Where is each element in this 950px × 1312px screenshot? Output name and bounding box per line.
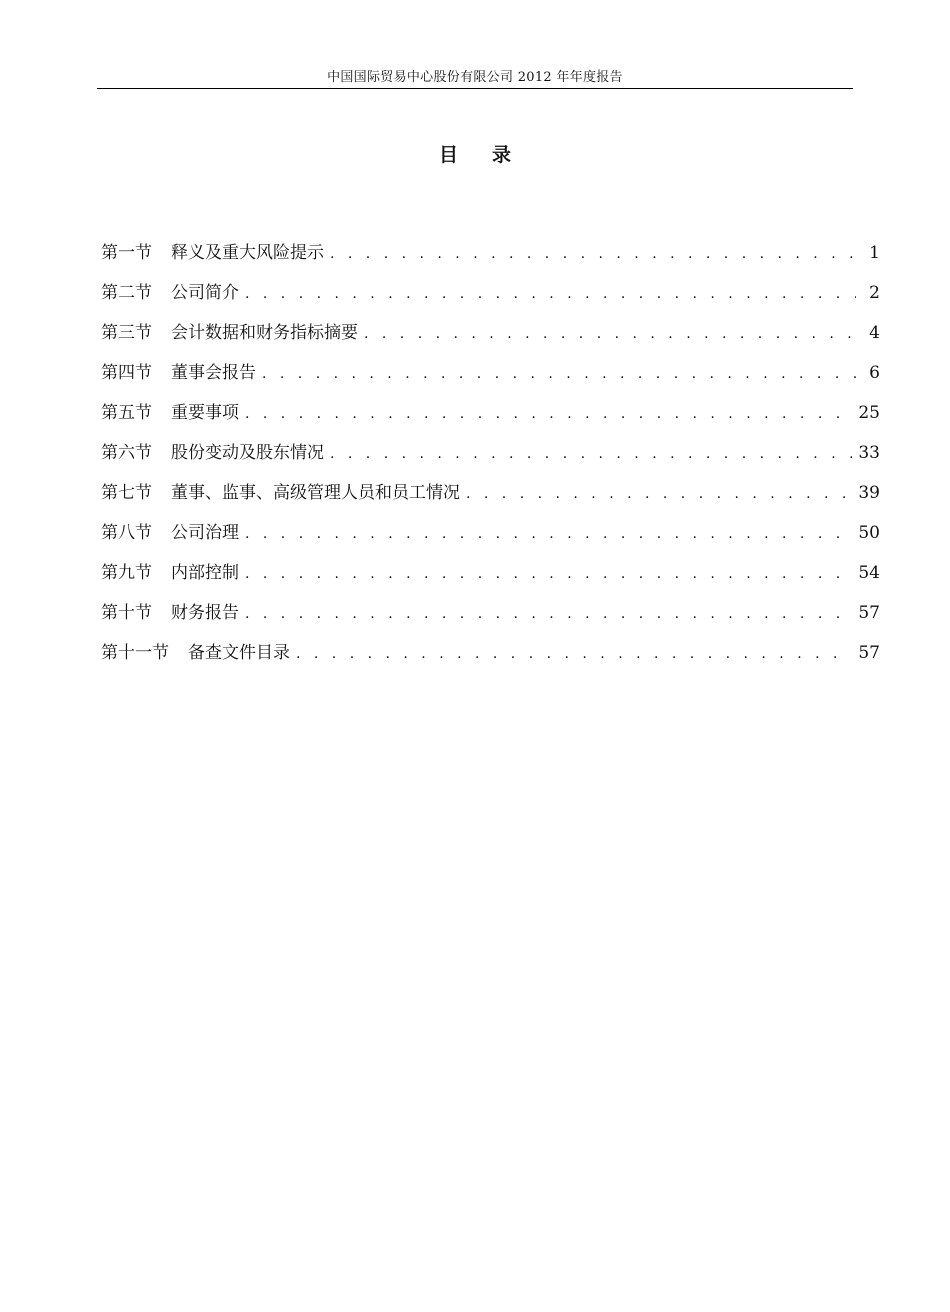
toc-dot-leader [330, 246, 856, 262]
toc-entry[interactable] [101, 398, 880, 438]
toc-entry[interactable] [101, 558, 880, 598]
toc-section-title: 释义及重大风险提示 [171, 243, 324, 263]
toc-section-number: 第七节 [101, 483, 152, 503]
toc-section-number: 第八节 [101, 523, 152, 543]
toc-page-number: 6 [869, 363, 880, 383]
toc-page-number: 25 [858, 403, 880, 423]
toc-page-number: 50 [858, 523, 880, 543]
toc-dot-leader [296, 646, 852, 662]
page-title: 目录 [438, 144, 545, 166]
toc-section-number: 第十节 [101, 603, 152, 623]
toc-section-title: 备查文件目录 [188, 643, 290, 663]
toc-entry[interactable] [101, 438, 880, 478]
toc-section-title: 重要事项 [171, 403, 239, 423]
toc-section-title: 内部控制 [171, 563, 239, 583]
toc-dot-leader [330, 446, 852, 462]
toc-entry[interactable] [101, 278, 880, 318]
toc-entry[interactable] [101, 238, 880, 278]
toc-page-number: 57 [858, 643, 880, 663]
toc-section-number: 第十一节 [101, 643, 169, 663]
toc-section-title: 公司简介 [171, 283, 239, 303]
toc-section-number: 第二节 [101, 283, 152, 303]
toc-entry[interactable] [101, 518, 880, 558]
toc-section-number: 第三节 [101, 323, 152, 343]
toc-dot-leader [364, 326, 856, 342]
toc-page-number: 39 [858, 483, 880, 503]
toc-section-title: 股份变动及股东情况 [171, 443, 324, 463]
toc-dot-leader [262, 366, 856, 382]
toc-section-title: 财务报告 [171, 603, 239, 623]
toc-section-number: 第六节 [101, 443, 152, 463]
header-rule [97, 88, 853, 89]
toc-entry[interactable] [101, 358, 880, 398]
toc-dot-leader [466, 486, 852, 502]
toc-page-number: 33 [858, 443, 880, 463]
toc-entry[interactable] [101, 638, 880, 678]
toc-page-number: 57 [858, 603, 880, 623]
toc-section-number: 第一节 [101, 243, 152, 263]
toc-dot-leader [245, 566, 852, 582]
toc-section-number: 第五节 [101, 403, 152, 423]
toc-page-number: 2 [869, 283, 880, 303]
toc-section-title: 会计数据和财务指标摘要 [171, 323, 358, 343]
toc-page-number: 1 [869, 243, 880, 263]
toc-dot-leader [245, 606, 852, 622]
toc-section-title: 公司治理 [171, 523, 239, 543]
toc-page-number: 4 [869, 323, 880, 343]
toc-dot-leader [245, 406, 852, 422]
table-of-contents [101, 238, 880, 678]
toc-entry[interactable] [101, 598, 880, 638]
toc-section-title: 董事会报告 [171, 363, 256, 383]
toc-section-number: 第四节 [101, 363, 152, 383]
toc-section-number: 第九节 [101, 563, 152, 583]
toc-entry[interactable] [101, 318, 880, 358]
toc-entry[interactable] [101, 478, 880, 518]
toc-dot-leader [245, 526, 852, 542]
toc-dot-leader [245, 286, 856, 302]
running-header: 中国国际贸易中心股份有限公司 2012 年年度报告 [327, 70, 623, 85]
toc-section-title: 董事、监事、高级管理人员和员工情况 [171, 483, 460, 503]
toc-page-number: 54 [858, 563, 880, 583]
